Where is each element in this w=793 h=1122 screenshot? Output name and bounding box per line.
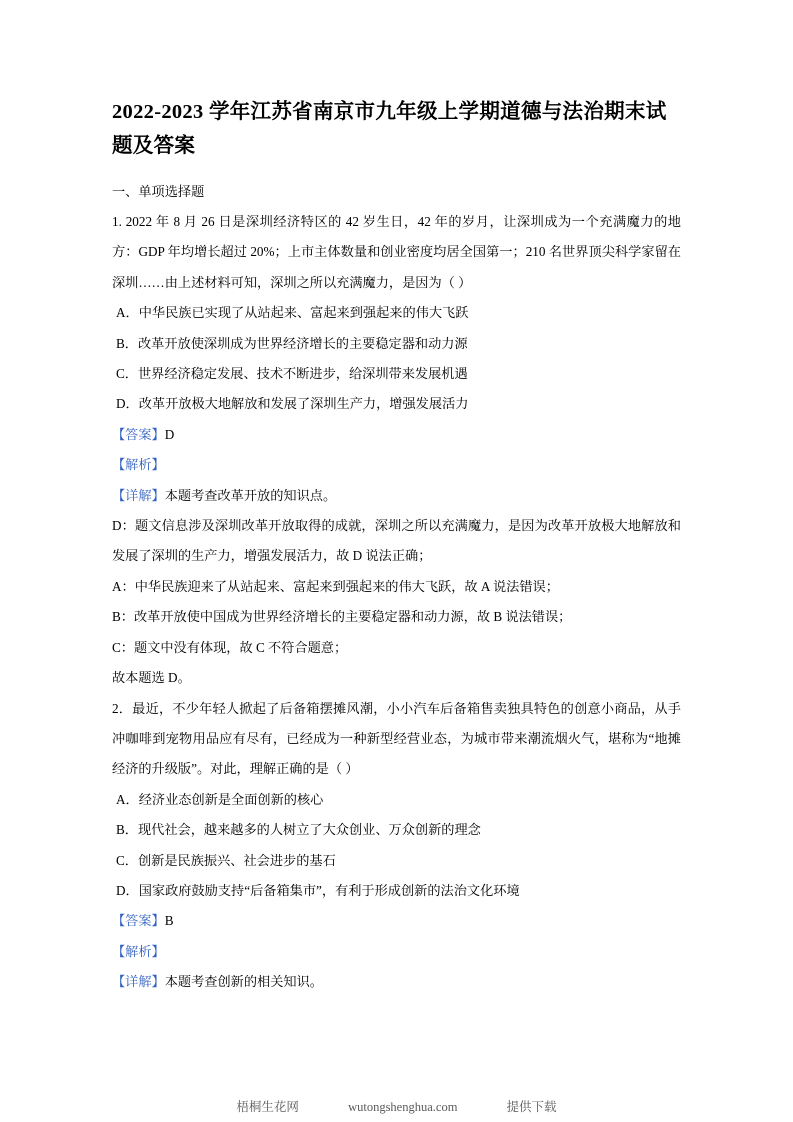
- footer-domain: wutongshenghua.com: [348, 1100, 458, 1114]
- question-paragraph: B：改革开放使中国成为世界经济增长的主要稳定器和动力源，故 B 说法错误；: [112, 609, 572, 625]
- answer-option: A．中华民族已实现了从站起来、富起来到强起来的伟大飞跃: [116, 305, 469, 321]
- question-paragraph: A：中华民族迎来了从站起来、富起来到强起来的伟大飞跃，故 A 说法错误；: [112, 578, 559, 594]
- tag-label: 【详解】: [112, 487, 165, 503]
- answer-option: C．创新是民族振兴、社会进步的基石: [116, 852, 336, 868]
- tag-label: 【答案】: [112, 426, 165, 442]
- page-footer: [0, 1097, 793, 1115]
- question-paragraph: 1. 2022 年 8 月 26 日是深圳经济特区的 42 岁生日，42 年的岁月，让深圳成为一个充满魔力的地方：GDP 年均增长超过 20%；上市主体数量和创业密度均居全国第一；210 名世界顶尖科学家留在深圳……由上述材料可知，深圳之所以充满魔力，是因为（ ）: [112, 214, 681, 290]
- page-title: 2022-2023 学年江苏省南京市九年级上学期道德与法治期末试题及答案: [112, 101, 667, 157]
- tag-value: B: [164, 913, 174, 929]
- answer-tagline: [112, 906, 681, 936]
- footer-download-label: 提供下载: [506, 1100, 557, 1114]
- answer-tagline: [112, 967, 681, 997]
- question-paragraph: 故本题选 D。: [112, 670, 191, 686]
- tag-value: 本题考查创新的相关知识。: [164, 974, 323, 990]
- tag-value: 本题考查改革开放的知识点。: [164, 487, 337, 503]
- tag-label: 【解析】: [112, 943, 165, 959]
- answer-tagline: [112, 450, 681, 480]
- answer-option: D．国家政府鼓励支持“后备箱集市”，有利于形成创新的法治文化环境: [116, 882, 520, 898]
- tag-value: D: [164, 426, 175, 442]
- tag-label: 【解析】: [112, 457, 165, 473]
- question-paragraph: D：题文信息涉及深圳改革开放取得的成就，深圳之所以充满魔力，是因为改革开放极大地解放和发展了深圳的生产力，增强发展活力，故 D 说法正确；: [112, 518, 681, 564]
- answer-option: B．改革开放使深圳成为世界经济增长的主要稳定器和动力源: [116, 335, 468, 351]
- footer-site-name: 梧桐生花网: [236, 1100, 299, 1114]
- document-body: [112, 207, 681, 998]
- answer-option: C．世界经济稳定发展、技术不断进步，给深圳带来发展机遇: [116, 366, 468, 382]
- answer-tagline: [112, 420, 681, 450]
- answer-option: A．经济业态创新是全面创新的核心: [116, 791, 324, 807]
- answer-tagline: [112, 937, 681, 967]
- question-paragraph: C：题文中没有体现，故 C 不符合题意；: [112, 639, 348, 655]
- answer-option: B．现代社会，越来越多的人树立了大众创业、万众创新的理念: [116, 822, 481, 838]
- section-heading: 一、单项选择题: [112, 184, 205, 199]
- tag-label: 【详解】: [112, 974, 165, 990]
- question-paragraph: 2．最近，不少年轻人掀起了后备箱摆摊风潮，小小汽车后备箱售卖独具特色的创意小商品，从手冲咖啡到宠物用品应有尽有，已经成为一种新型经营业态，为城市带来潮流烟火气，堪称为“地摊经济的升级版”。对此，理解正确的是（ ）: [112, 700, 681, 777]
- tag-label: 【答案】: [112, 913, 165, 929]
- answer-option: D．改革开放极大地解放和发展了深圳生产力，增强发展活力: [116, 396, 469, 412]
- answer-tagline: [112, 481, 681, 511]
